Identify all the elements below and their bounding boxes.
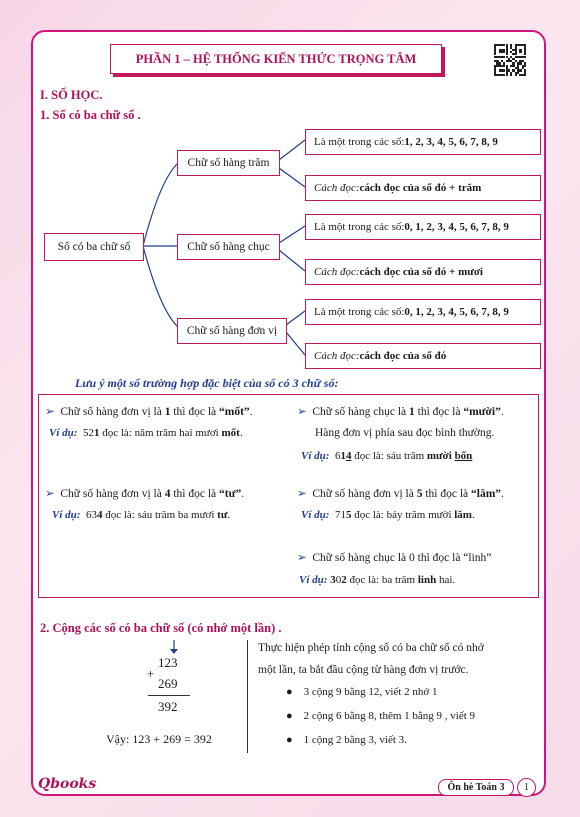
case-units-1: ➢ Chữ số hàng đơn vị là 1 thì đọc là “mốt”.	[45, 406, 253, 418]
case-units-5: ➢ Chữ số hàng đơn vị là 5 thì đọc là “lăm”.	[297, 488, 504, 500]
step-3: ● 1 cộng 2 bằng 3, viết 3.	[286, 734, 407, 746]
explain-line-1: Thực hiện phép tính cộng số có ba chữ số có nhớ	[258, 642, 484, 654]
case-tens-1: ➢ Chữ số hàng chục là 1 thì đọc là “mười”.	[297, 406, 504, 418]
arrow-right-bullet-icon: ➢	[45, 406, 55, 418]
column-divider	[247, 640, 248, 753]
arrow-right-bullet-icon: ➢	[45, 488, 55, 500]
case-units-4-example: Ví dụ: 634 đọc là: sáu trăm ba mươi tư.	[52, 509, 231, 521]
case-tens-1-note: Hàng đơn vị phía sau đọc bình thường.	[315, 427, 495, 439]
down-arrow-icon	[168, 640, 180, 656]
sum-line	[148, 695, 190, 696]
hundreds-read-box: Cách đọc: cách đọc của số đó + trăm	[305, 175, 541, 201]
addend-b: 269	[158, 676, 178, 691]
case-units-4: ➢ Chữ số hàng đơn vị là 4 thì đọc là “tư”.	[45, 488, 245, 500]
special-cases-title: Lưu ý một số trường hợp đặc biệt của số có 3 chữ số:	[75, 376, 339, 390]
arrow-right-bullet-icon: ➢	[297, 406, 307, 418]
hundreds-digits-box: Là một trong các số: 1, 2, 3, 4, 5, 6, 7, 8, 9	[305, 129, 541, 155]
units-read-box: Cách đọc: cách đọc của số đó	[305, 343, 541, 369]
plus-sign: +	[147, 666, 155, 681]
tens-read-box: Cách đọc: cách đọc của số đó + mươi	[305, 259, 541, 285]
case-units-5-example: Ví dụ: 715 đọc là: bảy trăm mười lăm.	[301, 509, 475, 521]
page-number: 1	[517, 778, 536, 797]
branch-tens: Chữ số hàng chục	[177, 234, 280, 260]
case-tens-0: ➢ Chữ số hàng chục là 0 thì đọc là “linh”	[297, 552, 492, 564]
subsection-heading-three-digit: 1. Số có ba chữ số .	[40, 108, 141, 122]
subsection-heading-addition: 2. Cộng các số có ba chữ số (có nhớ một lần) .	[40, 621, 282, 635]
tens-digits-box: Là một trong các số: 0, 1, 2, 3, 4, 5, 6, 7, 8, 9	[305, 214, 541, 240]
footer-label: Ôn hè Toán 3	[438, 779, 514, 796]
case-tens-0-example: Ví dụ: 302 đọc là: ba trăm linh hai.	[299, 574, 456, 586]
units-digits-box: Là một trong các số: 0, 1, 2, 3, 4, 5, 6, 7, 8, 9	[305, 299, 541, 325]
case-tens-1-example: Ví dụ: 614 đọc là: sáu trăm mười bốn	[301, 450, 473, 462]
branch-hundreds: Chữ số hàng trăm	[177, 150, 280, 176]
sum-result: 392	[158, 699, 178, 714]
branch-units: Chữ số hàng đơn vị	[177, 318, 287, 344]
addend-a: 123	[158, 655, 178, 670]
step-2: ● 2 cộng 6 bằng 8, thêm 1 bằng 9 , viết 9	[286, 710, 476, 722]
section-heading-arithmetic: I. SỐ HỌC.	[40, 88, 103, 102]
arrow-right-bullet-icon: ➢	[297, 488, 307, 500]
case-units-1-example: Ví dụ: 521 đọc là: năm trăm hai mươi mốt.	[49, 427, 243, 439]
addition-summary: Vậy: 123 + 269 = 392	[106, 732, 212, 746]
qbooks-logo: Qbooks	[38, 776, 97, 792]
arrow-right-bullet-icon: ➢	[297, 552, 307, 564]
step-1: ● 3 cộng 9 bằng 12, viết 2 nhớ 1	[286, 686, 438, 698]
page-title: PHẦN 1 – HỆ THỐNG KIẾN THỨC TRỌNG TÂM	[110, 44, 442, 74]
explain-line-2: một lần, ta bắt đầu cộng từ hàng đơn vị trước.	[258, 664, 469, 676]
root-node: Số có ba chữ số	[44, 233, 144, 261]
